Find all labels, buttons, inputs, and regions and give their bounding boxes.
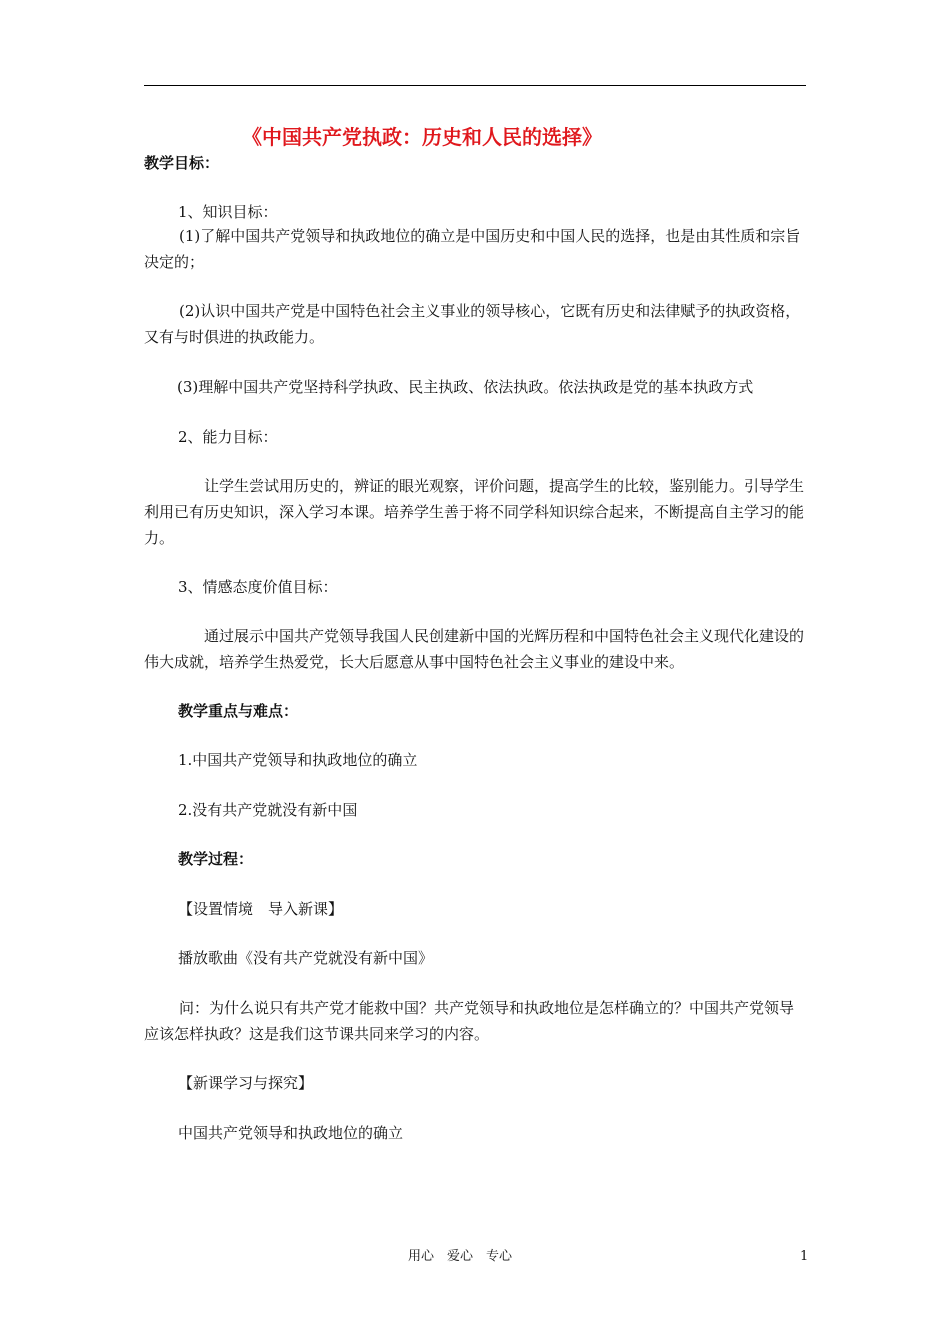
process-new-study-heading: 【新课学习与探究】 (178, 1074, 314, 1092)
page-number: 1 (800, 1249, 809, 1264)
knowledge-goal-3: (3)理解中国共产党坚持科学执政、民主执政、依法执政。依法执政是党的基本执政方式 (177, 378, 754, 396)
process-song: 播放歌曲《没有共产党就没有新中国》 (178, 949, 434, 967)
emotion-goal-text: 通过展示中国共产党领导我国人民创建新中国的光辉历程和中国特色社会主义现代化建设的伟大成就，培养学生热爱党，长大后愿意从事中国特色社会主义事业的建设中来。 (144, 627, 805, 671)
process-topic: 中国共产党领导和执政地位的确立 (178, 1124, 404, 1142)
section-heading-goals: 教学目标： (144, 154, 220, 172)
emotion-goal-heading: 3、情感态度价值目标： (178, 578, 338, 596)
section-heading-key-points: 教学重点与难点： (178, 702, 299, 720)
knowledge-goal-heading: 1、知识目标： (178, 203, 278, 221)
process-intro-heading: 【设置情境 导入新课】 (178, 900, 344, 918)
ability-goal-heading: 2、能力目标： (178, 428, 278, 446)
process-question: 问：为什么说只有共产党才能救中国？共产党领导和执政地位是怎样确立的？中国共产党领导应该怎样执政？这是我们这节课共同来学习的内容。 (144, 999, 795, 1043)
key-point-1: 1.中国共产党领导和执政地位的确立 (178, 751, 418, 769)
knowledge-goal-2: (2)认识中国共产党是中国特色社会主义事业的领导核心，它既有历史和法律赋予的执政资格，又有与时俱进的执政能力。 (144, 302, 801, 346)
header-rule (144, 85, 806, 86)
knowledge-goal-1: (1)了解中国共产党领导和执政地位的确立是中国历史和中国人民的选择，也是由其性质和宗旨决定的； (144, 227, 801, 271)
ability-goal-text: 让学生尝试用历史的，辨证的眼光观察，评价问题，提高学生的比较，鉴别能力。引导学生利用已有历史知识，深入学习本课。培养学生善于将不同学科知识综合起来，不断提高自主学习的能力。 (144, 477, 805, 547)
section-heading-process: 教学过程： (178, 850, 254, 868)
key-point-2: 2.没有共产党就没有新中国 (178, 801, 358, 819)
document-title: 《中国共产党执政：历史和人民的选择》 (242, 125, 602, 149)
footer-motto: 用心 爱心 专心 (408, 1249, 513, 1264)
